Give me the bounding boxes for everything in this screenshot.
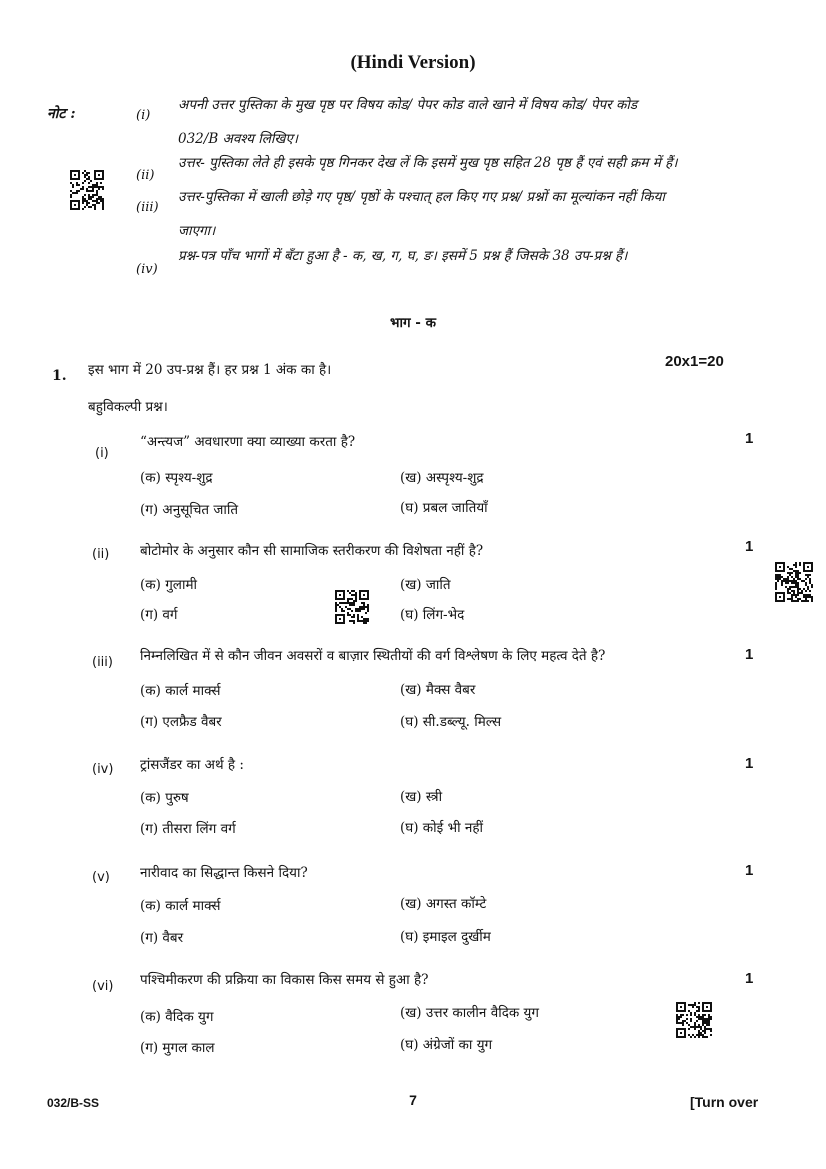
note-item-text: उत्तर- पुस्तिका लेते ही इसके पृष्ठ गिनकर देख लें कि इसमें मुख पृष्ठ सहित 28 पृष्ठ हैं एवं सही क्रम में हैं।	[178, 155, 678, 171]
note-item-number: (iii)	[136, 200, 159, 215]
option-gha: (घ) प्रबल जातियाँ	[400, 500, 488, 516]
turn-over-label: [Turn over	[690, 1094, 759, 1110]
paper-code: 032/B-SS	[47, 1096, 100, 1110]
note-item-text-continued: 032/B अवश्य लिखिए।	[178, 131, 298, 147]
subquestion-mark: 1	[745, 430, 754, 447]
option-ka: (क) गुलामी	[140, 577, 198, 593]
option-ka: (क) पुरुष	[140, 790, 189, 806]
section-heading: भाग - क	[390, 315, 436, 331]
option-gha: (घ) इमाइल दुर्खीम	[400, 929, 491, 945]
qr-code-icon	[70, 170, 104, 210]
subquestion-mark: 1	[745, 646, 754, 663]
page-number: 7	[409, 1092, 417, 1108]
subquestion-number: (iv)	[92, 762, 114, 777]
question-marks: 20x1=20	[665, 353, 724, 370]
subquestion-mark: 1	[745, 970, 754, 987]
subquestion-text: बोटोमोर के अनुसार कौन सी सामाजिक स्तरीकरण की विशेषता नहीं है?	[140, 543, 484, 559]
option-gha: (घ) अंग्रेजों का युग	[400, 1037, 493, 1053]
option-kha: (ख) अस्पृश्य-शुद्र	[400, 470, 484, 486]
note-item-text: अपनी उत्तर पुस्तिका के मुख पृष्ठ पर विषय कोड/ पेपर कोड वाले खाने में विषय कोड/ पेपर कोड	[178, 97, 638, 113]
subquestion-text: “अन्त्यज” अवधारणा क्या व्याख्या करता है?	[140, 434, 356, 450]
subquestion-mark: 1	[745, 755, 754, 772]
note-item-number: (i)	[136, 108, 151, 123]
note-label: नोट :	[47, 106, 76, 122]
note-item-text: प्रश्न-पत्र पाँच भागों में बँटा हुआ है - क, ख, ग, घ, ङ। इसमें 5 प्रश्न हैं जिसके 38 उप-प्रश्न हैं।	[178, 248, 628, 264]
option-kha: (ख) जाति	[400, 577, 451, 593]
qr-code-icon	[775, 562, 813, 602]
option-gha: (घ) सी.डब्ल्यू. मिल्स	[400, 714, 502, 730]
option-kha: (ख) स्त्री	[400, 789, 443, 805]
option-kha: (ख) अगस्त कॉम्टे	[400, 896, 487, 912]
subquestion-number: (ii)	[92, 547, 110, 562]
option-ga: (ग) वर्ग	[140, 607, 178, 623]
option-kha: (ख) उत्तर कालीन वैदिक युग	[400, 1005, 539, 1021]
option-ga: (ग) तीसरा लिंग वर्ग	[140, 821, 236, 837]
option-ga: (ग) एलफ्रैड वैबर	[140, 714, 222, 730]
option-gha: (घ) लिंग-भेद	[400, 607, 465, 623]
option-ka: (क) कार्ल मार्क्स	[140, 898, 221, 914]
page-title: (Hindi Version)	[350, 52, 476, 73]
subquestion-text: निम्नलिखित में से कौन जीवन अवसरों व बाज़ार स्थितीयों की वर्ग विश्लेषण के लिए महत्व देते है?	[140, 648, 606, 664]
question-intro: इस भाग में 20 उप-प्रश्न हैं। हर प्रश्न 1 अंक का है।	[88, 362, 332, 378]
qr-code-icon	[676, 1002, 712, 1038]
question-number: 1.	[52, 368, 67, 384]
option-kha: (ख) मैक्स वैबर	[400, 682, 476, 698]
note-item-number: (ii)	[136, 168, 155, 183]
note-item-number: (iv)	[136, 262, 158, 277]
option-ga: (ग) अनुसूचित जाति	[140, 502, 239, 518]
option-ga: (ग) वैबर	[140, 930, 184, 946]
subquestion-number: (iii)	[92, 655, 113, 670]
subquestion-mark: 1	[745, 862, 754, 879]
subquestion-mark: 1	[745, 538, 754, 555]
subquestion-text: पश्चिमीकरण की प्रक्रिया का विकास किस समय से हुआ है?	[140, 972, 429, 988]
subquestion-text: ट्रांसजैंडर का अर्थ है :	[140, 757, 244, 773]
qr-code-icon	[335, 590, 369, 624]
note-item-text: उत्तर-पुस्तिका में खाली छोड़े गए पृष्ठ/ पृष्ठों के पश्चात् हल किए गए प्रश्न/ प्रश्नों का मूल्यांकन नहीं किया	[178, 189, 665, 205]
option-gha: (घ) कोई भी नहीं	[400, 820, 484, 836]
note-item-text-continued: जाएगा।	[178, 223, 216, 239]
option-ka: (क) वैदिक युग	[140, 1009, 214, 1025]
subquestion-number: (i)	[95, 446, 109, 461]
option-ga: (ग) मुगल काल	[140, 1040, 215, 1056]
subquestion-text: नारीवाद का सिद्धान्त किसने दिया?	[140, 865, 308, 881]
question-type-label: बहुविकल्पी प्रश्न।	[88, 399, 168, 415]
subquestion-number: (v)	[92, 870, 110, 885]
subquestion-number: (vi)	[92, 979, 114, 994]
option-ka: (क) कार्ल मार्क्स	[140, 683, 221, 699]
option-ka: (क) स्पृश्य-शुद्र	[140, 470, 213, 486]
